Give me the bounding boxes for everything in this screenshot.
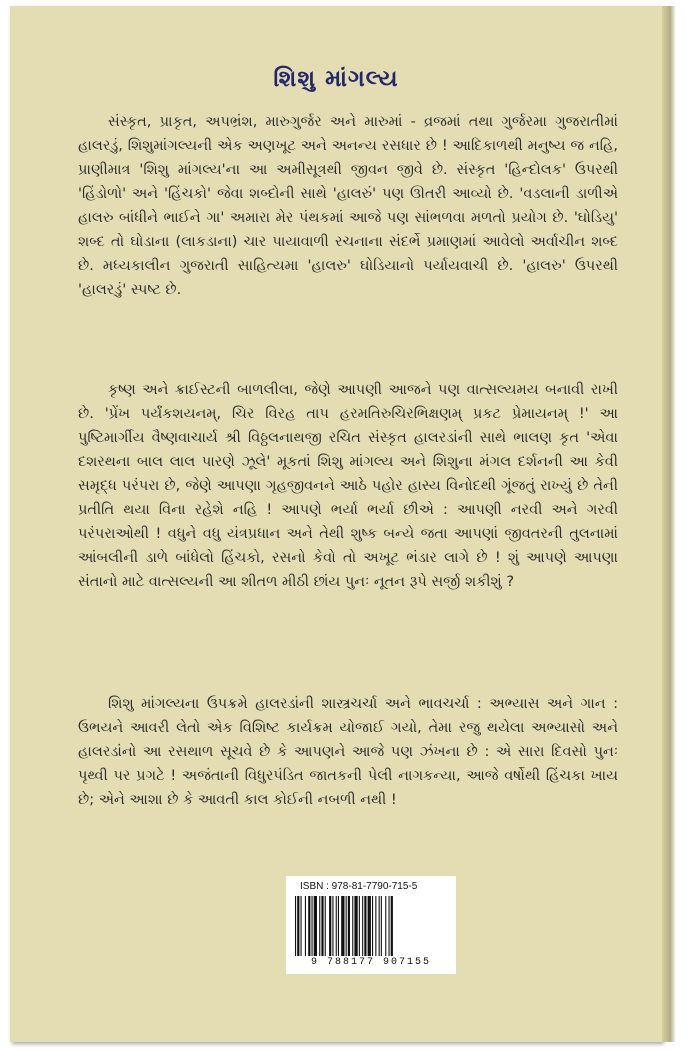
paragraph-3: શિશુ માંગલ્યના ઉપક્રમે હાલરડાંની શાસ્ત્રચર્ચા અને ભાવચર્ચા : અભ્યાસ અને ગાન : ઉભયને આવરી લેતો એક વિશિષ્ટ કાર્યક્રમ યોજાઈ ગયો, તેમા રજુ થયેલા અભ્યાસો અને હાલરડાંનો આ રસથાળ સૂચવે છે કે આપણને આજે પણ ઝંખના છે : એ સારા દિવસો પુનઃ પૃથ્વી પર પ્રગટે ! અજંતાની વિધુરપંડિત જાતકની પેલી નાગકન્યા, આજે વર્ષોથી હિંચકા ખાય છે; એને આશા છે કે આવતી કાલ કોઈની નબળી નથી !	[78, 696, 618, 808]
book-title: શિશુ માંગલ્ય	[273, 66, 399, 92]
isbn-label: ISBN : 978-81-7790-715-5	[300, 881, 418, 892]
barcode-icon	[294, 896, 448, 956]
spine-edge	[662, 6, 676, 1042]
paragraph-2: કૃષ્ણ અને ક્રાઈસ્ટની બાળલીલા, જેણે આપણી આજને પણ વાત્સલ્યમય બનાવી રાખી છે. 'પ્રેંખ પર્યંકશયનમ્, ચિર વિરહ તાપ હરમતિરુચિરભિક્ષણમ્ પ્રકટ પ્રેમાયનમ્ !' આ પુષ્ટિમાર્ગીય વૈષ્ણવાચાર્ય શ્રી વિઠ્ઠલનાથજી રચિત સંસ્કૃત હાલરડાંની સાથે ભાલણ કૃત 'એવા દશરથના બાલ લાલ પારણે ઝૂલે' મૂકતાં શિશુ માંગલ્ય અને શિશુના મંગલ દર્શનની આ કેવી સમૃદ્ધ પરંપરા છે, જેણે આપણા ગૃહજીવનને આઠે પહોર હાસ્ય વિનોદથી ગૂંજતું રાખ્યું છે તેની પ્રતીતિ થયા વિના રહેશે નહિ ! આપણે ભર્યા ભર્યા છીએ : આપણી નરવી અને ગરવી પરંપરાઓથી ! વધુને વધુ યંત્રપ્રધાન અને તેથી શુષ્ક બન્યે જતા આપણાં જીવતરની તુલનામાં આંબલીની ડાળે બાંધેલો હિંચકો, રસનો કેવો તો અખૂટ ભંડાર લાગે છે ! શું આપણે આપણા સંતાનો માટે વાત્સલ્યની આ શીતળ મીઠી છાંય પુનઃ નૂતન રૂપે સર્જી શકીશું ?	[78, 382, 618, 590]
back-cover	[10, 6, 662, 1042]
paragraph-1: સંસ્કૃત, પ્રાકૃત, અપભ્રંશ, મારુગુર્જર અને મારુમાં - વ્રજમાં તથા ગુર્જરમા ગુજરાતીમાં હાલરડું, શિશુમાંગલ્યની એક અણખૂટ અને અનન્ય રસધાર છે ! આદિકાળથી મનુષ્ય જ નહિ, પ્રાણીમાત્ર 'શિશુ માંગલ્ય'ના આ અમીસૂત્રથી જીવન જીવે છે. સંસ્કૃત 'હિન્દોલક' ઉપરથી 'હિંડોળો' અને 'હિંચકો' જેવા શબ્દોની સાથે 'હાલરું' પણ ઊતરી આવ્યો છે. 'વડલાની ડાળીએ હાલરુ બાંધીને ભાઈને ગા' અમારા મેર પંથકમાં આજે પણ સાંભળવા મળતો પ્રયોગ છે. 'ઘોડિયુ' શબ્દ તો ઘોડાના (લાકડાના) ચાર પાયાવાળી રચનાના સંદર્ભે પ્રમાણમાં આવેલો અર્વાચીન શબ્દ છે. મધ્યકાલીન ગુજરાતી સાહિત્યમા 'હાલરુ' ઘોડિયાનો પર્યાયવાચી છે. 'હાલરુ' ઉપરથી 'હાલરડું' સ્પષ્ટ છે.	[78, 114, 618, 298]
barcode-digits: 9 788177 907155	[310, 957, 431, 968]
isbn-barcode-box	[286, 876, 456, 974]
